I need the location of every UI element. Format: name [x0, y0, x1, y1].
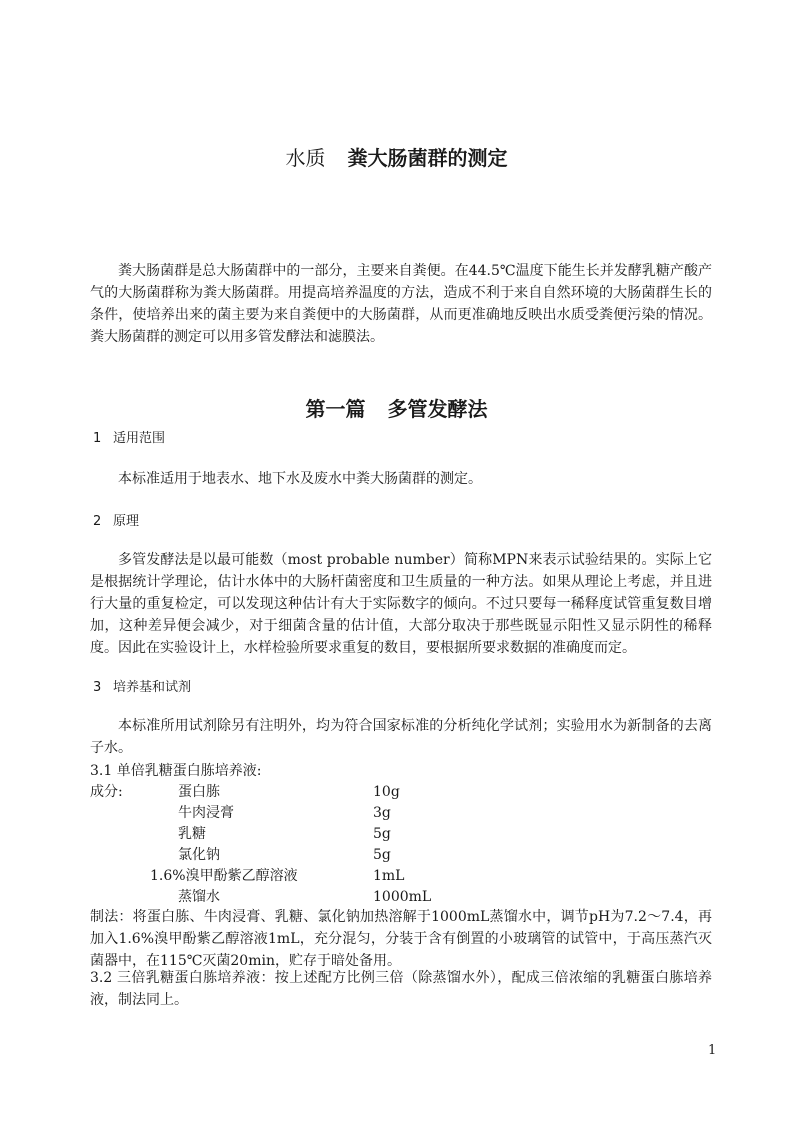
preparation-method: 制法：将蛋白胨、牛肉浸膏、乳糖、氯化钠加热溶解于1000mL蒸馏水中，调节pH为7.2～7.4，再加入1.6%溴甲酚紫乙醇溶液1mL，充分混匀，分装于含有倒置的小玻璃管的试管中，于高压蒸汽灭菌器中，在115℃灭菌20min，贮存于暗处备用。: [90, 909, 712, 969]
section-title: 适用范围: [113, 431, 166, 446]
ingredient-name: 1.6%溴甲酚紫乙醇溶液: [150, 868, 298, 884]
section-1-heading: [93, 429, 165, 449]
part-title-name: 多管发酵法: [387, 397, 488, 421]
section-2-heading: [93, 512, 139, 532]
composition-label: 成分:: [90, 784, 123, 800]
ingredient-name: 氯化钠: [178, 847, 220, 863]
ingredient-amount: 3g: [373, 805, 391, 821]
section-number: 1: [93, 431, 102, 446]
section-3-body: 本标准所用试剂除另有注明外，均为符合国家标准的分析纯化学试剂；实验用水为新制备的去离子水。: [90, 718, 712, 756]
ingredient-amount: 1mL: [373, 868, 405, 884]
ingredient-name: 蛋白胨: [178, 784, 220, 800]
ingredient-amount: 5g: [373, 847, 391, 863]
ingredient-name: 乳糖: [178, 826, 206, 842]
section-number: 2: [93, 514, 102, 529]
section-title: 培养基和试剂: [113, 680, 192, 695]
section-2-body: 多管发酵法是以最可能数（most probable number）简称MPN来表示试验结果的。实际上它是根据统计学理论，估计水体中的大肠杆菌密度和卫生质量的一种方法。如果从理论上考虑，并且进行大量的重复检定，可以发现这种估计有大于实际数字的倾向。不过只要每一稀释度试管重复数目增加，这种差异便会减少，对于细菌含量的估计值，大部分取决于那些既显示阳性又显示阴性的稀释度。因此在实验设计上，水样检验所要求重复的数目，要根据所要求数据的准确度而定。: [90, 552, 712, 656]
title-part1: 水质: [285, 146, 326, 170]
section-1-body: 本标准适用于地表水、地下水及废水中粪大肠菌群的测定。: [118, 471, 482, 487]
subsection-3-2: 3.2 三倍乳糖蛋白胨培养液：按上述配方比例三倍（除蒸馏水外），配成三倍浓缩的乳糖蛋白胨培养液，制法同上。: [90, 970, 712, 1008]
document-title: [0, 143, 793, 173]
ingredient-amount: 10g: [373, 784, 400, 800]
ingredient-name: 蒸馏水: [178, 889, 220, 905]
ingredient-amount: 1000mL: [373, 889, 432, 905]
part-title-number: 第一篇: [305, 397, 366, 421]
section-3-heading: [93, 678, 191, 698]
page-number: 1: [708, 1043, 717, 1058]
section-number: 3: [93, 680, 102, 695]
part-title: [0, 394, 793, 424]
ingredient-name: 牛肉浸膏: [178, 805, 234, 821]
ingredient-amount: 5g: [373, 826, 391, 842]
subsection-3-1-title: 3.1 单倍乳糖蛋白胨培养液:: [90, 763, 262, 779]
section-title: 原理: [113, 514, 140, 529]
intro-paragraph: 粪大肠菌群是总大肠菌群中的一部分，主要来自粪便。在44.5℃温度下能生长并发酵乳糖产酸产气的大肠菌群称为粪大肠菌群。用提高培养温度的方法，造成不利于来自自然环境的大肠菌群生长的条件，使培养出来的菌主要为来自粪便中的大肠菌群，从而更准确地反映出水质受粪便污染的情况。粪大肠菌群的测定可以用多管发酵法和滤膜法。: [90, 263, 712, 345]
title-part2: 粪大肠菌群的测定: [347, 146, 508, 170]
